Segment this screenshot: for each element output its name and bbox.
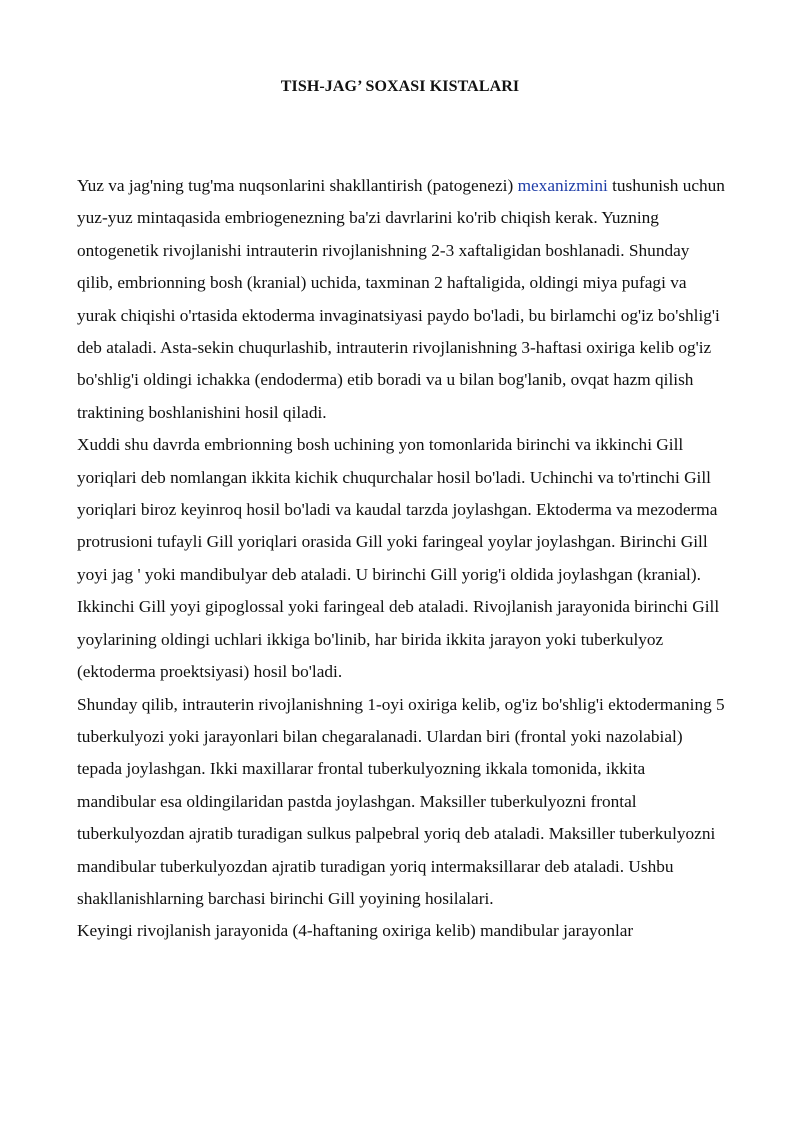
document-body [77, 170, 727, 948]
paragraph-1 [77, 170, 727, 429]
mexanizmini-link[interactable]: mexanizmini [517, 176, 608, 195]
document-title: TISH-JAG’ SOXASI KISTALARI [280, 78, 520, 95]
paragraph-3: Shunday qilib, intrauterin rivojlanishning 1-oyi oxiriga kelib, og'iz bo'shlig'i ektodermaning 5 tuberkulyozi yoki jarayonlari bilan chegaralanadi. Ulardan biri (frontal yoki nazolabial) tepada joylashgan. Ikki maxillarar frontal tuberkulyozning ikkala tomonida, ikkita mandibular esa oldingilaridan pastda joylashgan. Maksiller tuberkulyozni frontal tuberkulyozdan ajratib turadigan sulkus palpebral yoriq deb ataladi. Maksiller tuberkulyozni mandibular tuberkulyozdan ajratib turadigan yoriq intermaksillarar deb ataladi. Ushbu shakllanishlarning barchasi birinchi Gill yoyining hosilalari. [77, 694, 725, 908]
paragraph-2: Xuddi shu davrda embrionning bosh uchining yon tomonlarida birinchi va ikkinchi Gill yoriqlari deb nomlangan ikkita kichik chuqurchalar hosil bo'ladi. Uchinchi va to'rtinchi Gill yoriqlari biroz keyinroq hosil bo'ladi va kaudal tarzda joylashgan. Ektoderma va mezoderma protrusioni tufayli Gill yoriqlari orasida Gill yoki faringeal yoylar joylashgan. Birinchi Gill yoyi jag ' yoki mandibulyar deb ataladi. U birinchi Gill yorig'i oldida joylashgan (kranial). Ikkinchi Gill yoyi gipoglossal yoki faringeal deb ataladi. Rivojlanish jarayonida birinchi Gill yoylarining oldingi uchlari ikkiga bo'linib, har birida ikkita jarayon yoki tuberkulyoz (ektoderma proektsiyasi) hosil bo'ladi. [77, 435, 720, 682]
paragraph-4: Keyingi rivojlanish jarayonida (4-haftaning oxiriga kelib) mandibular jarayonlar [77, 921, 634, 941]
paragraph-1-rest: tushunish uchun yuz-yuz mintaqasida embriogenezning ba'zi davrlarini ko'rib chiqish kerak. Yuzning ontogenetik rivojlanishi intrauterin rivojlanishning 2-3 xaftaligidan boshlanadi. Shunday qilib, embrionning bosh (kranial) uchida, taxminan 2 haftaligida, oldingi miya pufagi va yurak chiqishi o'rtasida ektoderma invaginatsiyasi paydo bo'ladi, bu birlamchi og'iz bo'shlig'i deb ataladi. Asta-sekin chuqurlashib, intrauterin rivojlanishning 3-haftasi oxiriga kelib og'iz bo'shlig'i oldingi ichakka (endoderma) etib boradi va u bilan bog'lanib, ovqat hazm qilish traktining boshlanishini hosil qiladi. [77, 176, 725, 422]
paragraph-1-lead: Yuz va jag'ning tug'ma nuqsonlarini shakllantirish (patogenezi) [77, 176, 518, 195]
